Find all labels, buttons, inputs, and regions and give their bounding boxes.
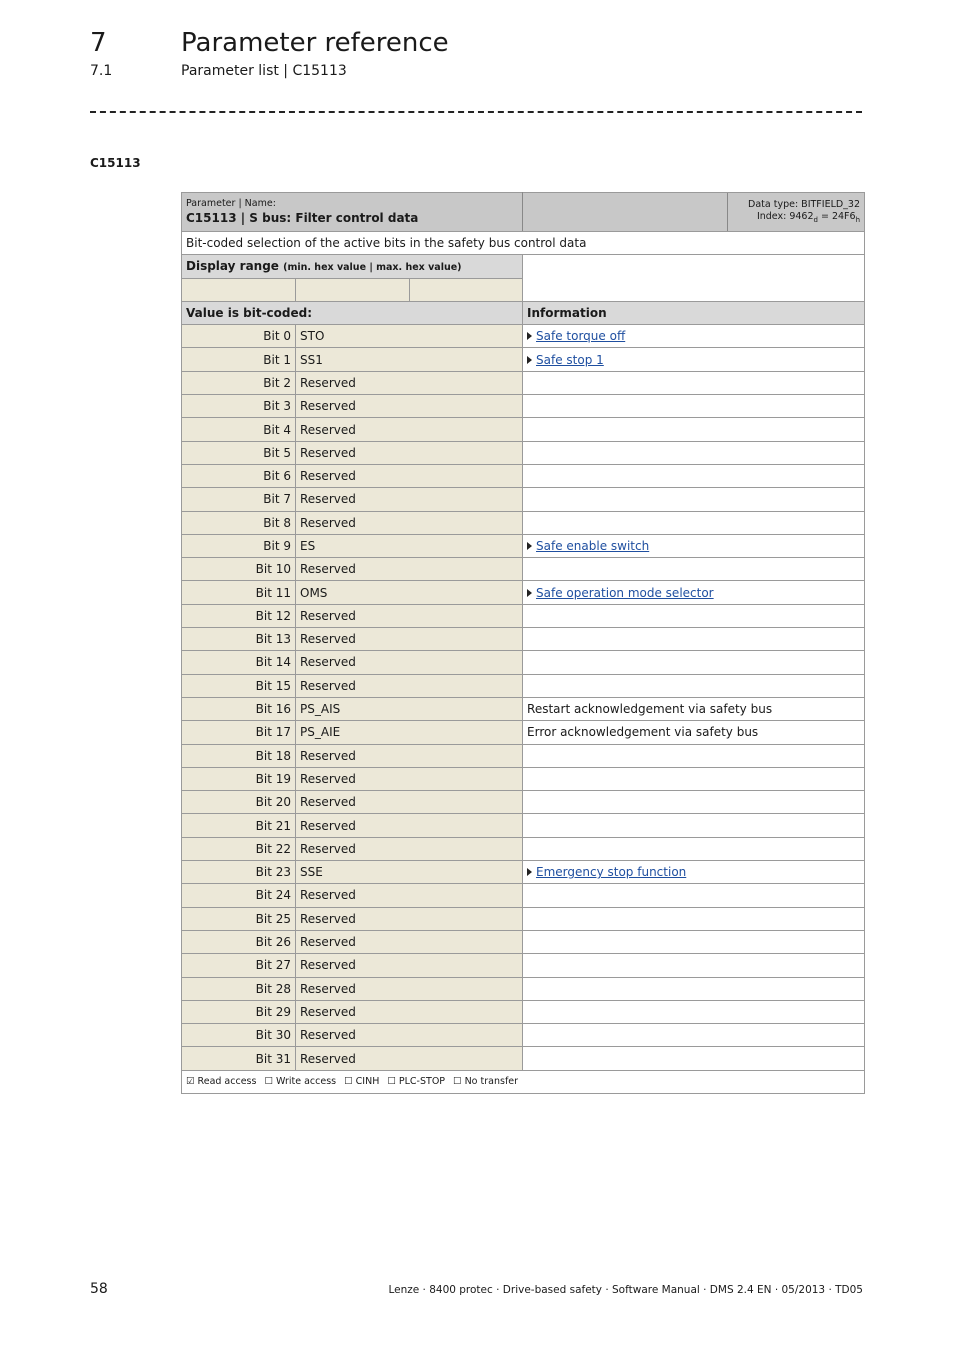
bit-label: Bit 23	[182, 861, 296, 884]
index-value: Index: $9462_d = 24F6_h$	[756, 210, 861, 224]
table-row	[182, 604, 865, 627]
info-link[interactable]: Safe enable switch	[536, 539, 650, 553]
bit-name: Reserved	[296, 628, 523, 651]
bit-label: Bit 28	[182, 977, 296, 1000]
param-name-cell	[182, 193, 523, 232]
bit-name: Reserved	[296, 1047, 523, 1070]
bit-label: Bit 10	[182, 558, 296, 581]
bit-name: SSE	[296, 861, 523, 884]
bit-info-cell	[523, 581, 865, 604]
bit-info-cell	[523, 441, 865, 464]
bit-info-cell	[523, 325, 865, 348]
arrow-right-icon	[527, 356, 532, 364]
table-row	[182, 1047, 865, 1070]
bit-name: Reserved	[296, 488, 523, 511]
info-link[interactable]: Safe operation mode selector	[536, 585, 714, 600]
param-meta-cell	[523, 193, 865, 232]
access-flags-cell	[182, 1070, 865, 1093]
table-row	[182, 930, 865, 953]
code-heading: C15113	[90, 156, 141, 170]
info-text: Restart acknowledgement via safety bus	[527, 702, 773, 717]
bit-label: Bit 14	[182, 651, 296, 674]
bit-info-cell	[523, 744, 865, 767]
bit-info-cell	[523, 371, 865, 394]
bit-label: Bit 20	[182, 791, 296, 814]
bit-name: Reserved	[296, 884, 523, 907]
bit-label: Bit 25	[182, 907, 296, 930]
bit-info-cell	[523, 395, 865, 418]
bit-header-row	[182, 301, 865, 324]
table-row	[182, 861, 865, 884]
bit-name: Reserved	[296, 814, 523, 837]
bit-label: Bit 9	[182, 534, 296, 557]
bit-name: Reserved	[296, 441, 523, 464]
param-label: Parameter | Name:	[186, 198, 276, 209]
description-row	[182, 232, 865, 255]
access-flag	[453, 1076, 518, 1087]
table-row	[182, 1024, 865, 1047]
bit-name: Reserved	[296, 954, 523, 977]
bit-name: Reserved	[296, 558, 523, 581]
bit-label: Bit 11	[182, 581, 296, 604]
page-number: 58	[90, 1281, 108, 1297]
bit-name: Reserved	[296, 791, 523, 814]
table-row	[182, 348, 865, 371]
table-row	[182, 767, 865, 790]
chapter-number: 7	[90, 28, 107, 58]
arrow-right-icon	[527, 868, 532, 876]
section-number: 7.1	[90, 63, 113, 79]
display-range-blank	[523, 255, 865, 302]
bit-info-cell	[523, 1047, 865, 1070]
parameter-table	[181, 192, 865, 1094]
bit-info-cell	[523, 837, 865, 860]
display-range-row	[182, 255, 865, 278]
bit-info-cell	[523, 930, 865, 953]
bit-info-cell	[523, 954, 865, 977]
value-header: Value is bit-coded:	[182, 301, 523, 324]
table-row	[182, 371, 865, 394]
bit-label: Bit 15	[182, 674, 296, 697]
bit-info-cell	[523, 767, 865, 790]
table-row	[182, 791, 865, 814]
arrow-right-icon	[527, 332, 532, 340]
table-row	[182, 814, 865, 837]
bit-name: Reserved	[296, 837, 523, 860]
bit-name: Reserved	[296, 395, 523, 418]
table-row	[182, 488, 865, 511]
table-row	[182, 651, 865, 674]
footer-publication: Lenze · 8400 protec · Drive-based safety · Software Manual · DMS 2.4 EN · 05/2013 · TD05	[388, 1284, 863, 1296]
bit-label: Bit 16	[182, 697, 296, 720]
bit-label: Bit 12	[182, 604, 296, 627]
bit-name: Reserved	[296, 418, 523, 441]
table-row	[182, 674, 865, 697]
bit-label: Bit 26	[182, 930, 296, 953]
bit-name: Reserved	[296, 511, 523, 534]
bit-label: Bit 19	[182, 767, 296, 790]
range-min-cell	[182, 278, 296, 301]
bit-name: Reserved	[296, 1000, 523, 1023]
table-row	[182, 837, 865, 860]
table-row	[182, 464, 865, 487]
bit-name: ES	[296, 534, 523, 557]
bit-label: Bit 0	[182, 325, 296, 348]
access-flag-label: Write access	[276, 1076, 337, 1088]
bit-name: Reserved	[296, 930, 523, 953]
bit-info-cell	[523, 1000, 865, 1023]
bit-name: Reserved	[296, 744, 523, 767]
bit-name: SS1	[296, 348, 523, 371]
unchecked-box-icon: ☐	[344, 1076, 356, 1088]
table-row	[182, 884, 865, 907]
access-flag	[344, 1076, 379, 1087]
bit-info-cell	[523, 884, 865, 907]
bit-label: Bit 8	[182, 511, 296, 534]
param-name: C15113 | S bus: Filter control data	[186, 211, 419, 225]
data-type: Data type: BITFIELD_32	[748, 198, 861, 210]
bit-info-cell	[523, 558, 865, 581]
bit-name: Reserved	[296, 1024, 523, 1047]
bit-label: Bit 4	[182, 418, 296, 441]
info-link[interactable]: Emergency stop function	[536, 865, 687, 880]
bit-info-cell	[523, 907, 865, 930]
table-row	[182, 534, 865, 557]
table-row	[182, 418, 865, 441]
bit-info-cell	[523, 534, 865, 557]
bit-info-cell	[523, 511, 865, 534]
bit-info-cell	[523, 604, 865, 627]
bit-label: Bit 3	[182, 395, 296, 418]
bit-info-cell	[523, 674, 865, 697]
bit-name: PS_AIS	[296, 697, 523, 720]
access-flag	[264, 1076, 336, 1087]
bit-label: Bit 21	[182, 814, 296, 837]
chapter-title: Parameter reference	[181, 28, 449, 58]
bit-name: STO	[296, 325, 523, 348]
param-description: Bit-coded selection of the active bits in the safety bus control data	[182, 232, 865, 255]
bit-name: Reserved	[296, 907, 523, 930]
bit-info-cell	[523, 791, 865, 814]
section-title: Parameter list | C15113	[181, 63, 347, 79]
bit-info-cell	[523, 721, 865, 744]
bit-info-cell	[523, 418, 865, 441]
bit-info-cell	[523, 1024, 865, 1047]
bit-info-cell	[523, 488, 865, 511]
bit-label: Bit 30	[182, 1024, 296, 1047]
bit-label: Bit 7	[182, 488, 296, 511]
bit-name: PS_AIE	[296, 721, 523, 744]
table-row	[182, 325, 865, 348]
bit-label: Bit 24	[182, 884, 296, 907]
bit-name: Reserved	[296, 767, 523, 790]
bit-label: Bit 27	[182, 954, 296, 977]
bit-name: Reserved	[296, 604, 523, 627]
bit-name: Reserved	[296, 977, 523, 1000]
bit-name: Reserved	[296, 464, 523, 487]
bit-name: Reserved	[296, 674, 523, 697]
bit-label: Bit 2	[182, 371, 296, 394]
table-row	[182, 907, 865, 930]
bit-label: Bit 22	[182, 837, 296, 860]
table-row	[182, 511, 865, 534]
dashed-divider	[90, 111, 862, 113]
info-header: Information	[523, 301, 865, 324]
access-flag-label: No transfer	[464, 1076, 519, 1088]
bit-label: Bit 6	[182, 464, 296, 487]
bit-info-cell	[523, 861, 865, 884]
access-flag-label: PLC-STOP	[398, 1076, 446, 1088]
table-row	[182, 628, 865, 651]
unchecked-box-icon: ☐	[387, 1076, 399, 1088]
table-row	[182, 744, 865, 767]
access-flag	[186, 1076, 256, 1087]
checked-box-icon: ☑	[186, 1076, 198, 1088]
table-row	[182, 954, 865, 977]
bit-label: Bit 13	[182, 628, 296, 651]
access-flag	[387, 1076, 445, 1087]
arrow-right-icon	[527, 589, 532, 597]
access-flag-label: Read access	[197, 1076, 257, 1088]
table-row	[182, 558, 865, 581]
info-link[interactable]: Safe stop 1	[536, 352, 604, 367]
bit-name: Reserved	[296, 371, 523, 394]
access-flags-row	[182, 1070, 865, 1093]
bit-label: Bit 18	[182, 744, 296, 767]
table-row	[182, 977, 865, 1000]
table-row	[182, 395, 865, 418]
bit-name: OMS	[296, 581, 523, 604]
table-row	[182, 581, 865, 604]
bit-info-cell	[523, 697, 865, 720]
bit-info-cell	[523, 348, 865, 371]
bit-label: Bit 1	[182, 348, 296, 371]
table-row	[182, 697, 865, 720]
bit-info-cell	[523, 464, 865, 487]
unchecked-box-icon: ☐	[453, 1076, 465, 1088]
access-flag-label: CINH	[355, 1076, 380, 1088]
bit-info-cell	[523, 628, 865, 651]
table-row	[182, 721, 865, 744]
info-link[interactable]: Safe torque off	[536, 329, 626, 344]
unchecked-box-icon: ☐	[264, 1076, 276, 1088]
info-text: Error acknowledgement via safety bus	[527, 725, 759, 740]
bit-info-cell	[523, 977, 865, 1000]
arrow-right-icon	[527, 542, 532, 550]
param-header-row	[182, 193, 865, 232]
bit-info-cell	[523, 814, 865, 837]
bit-label: Bit 31	[182, 1047, 296, 1070]
bit-name: Reserved	[296, 651, 523, 674]
bit-label: Bit 29	[182, 1000, 296, 1023]
bit-info-cell	[523, 651, 865, 674]
range-max-cell	[410, 278, 523, 301]
bit-label: Bit 5	[182, 441, 296, 464]
range-sep-cell	[296, 278, 410, 301]
bit-label: Bit 17	[182, 721, 296, 744]
table-row	[182, 441, 865, 464]
display-range-label: Display range (min. hex value | max. hex value)	[182, 255, 523, 278]
table-row	[182, 1000, 865, 1023]
